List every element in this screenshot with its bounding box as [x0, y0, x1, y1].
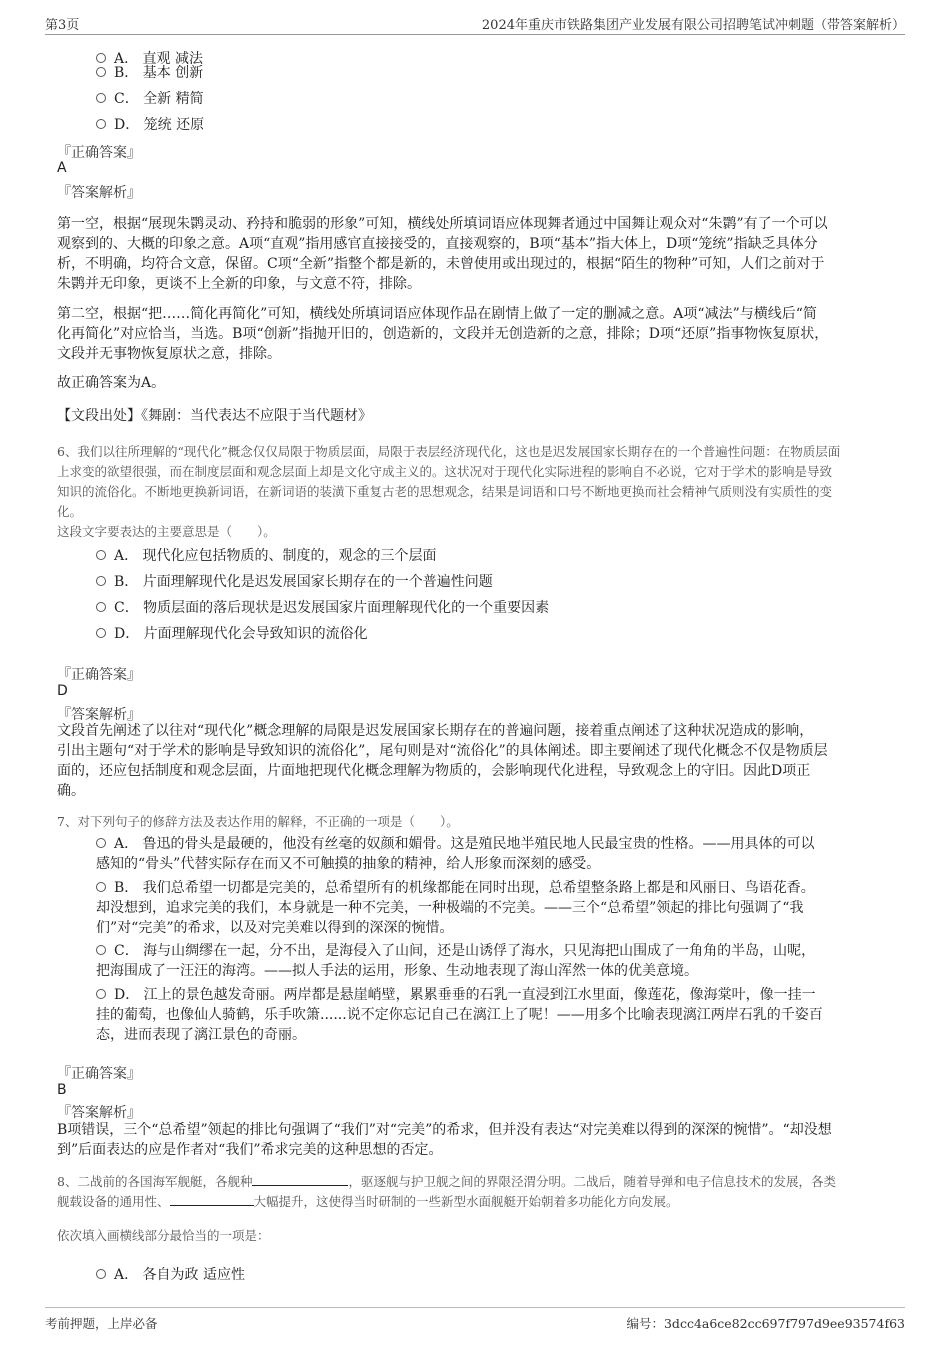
q5-option-b[interactable]: B． 基本 创新 [96, 62, 203, 82]
radio-icon[interactable] [96, 628, 106, 638]
q8-option-a[interactable]: A． 各自为政 适应性 [96, 1264, 245, 1284]
q6-stem: 6、我们以往所理解的“现代化”概念仅仅局限于物质层面，局限于表层经济现代化，这也是迟发展国家长期存在的一个普遍性问题：在物质层面 上求变的欲望很强，而在制度层面和观念层面上却是文化守成主义的。这状况对于现代化实际进程的影响自不必说，它对于学术的影响是导致 知识的流俗化。不断地更换新词语，在新词语的装潢下重复古老的思想观念，结果是词语和口号不断地更换而社会精神气质则没有实质性的变 化。 [57, 444, 841, 519]
q5-option-c[interactable]: C． 全新 精简 [96, 88, 204, 108]
q5-option-d[interactable]: D． 笼统 还原 [96, 114, 204, 134]
radio-icon[interactable] [96, 1269, 106, 1279]
q7-stem: 7、对下列句子的修辞方法及表达作用的解释，不正确的一项是（ ）。 [57, 814, 459, 829]
header-divider [45, 34, 905, 35]
q6-analysis: 文段首先阐述了以往对“现代化”概念理解的局限是迟发展国家长期存在的普遍问题，接着重点阐述了这种状况造成的影响， 引出主题句“对于学术的影响是导致知识的流俗化”，尾句则是对“流俗化”的具体阐述。即主要阐述了现代化概念不仅是物质层 面的，还应包括制度和观念层面，片面地把现代化概念理解为物质的，会影响现代化进程，导致观念上的守旧。因此D项正 确。 [57, 723, 828, 799]
q8-stem: 8、二战前的各国海军舰艇，各舰种 ，驱逐舰与护卫舰之间的界限泾渭分明。二战后，随着导弹和电子信息技术的发展，各类 舰载设备的通用性、 大幅提升，这使得当时研制的一些新型水面舰艇开始朝着多功能化方向发展。 [57, 1174, 836, 1209]
q7-answer: B [57, 1082, 67, 1098]
q5-analysis-p2: 第二空，根据“把……简化再简化”可知，横线处所填词语应体现作品在剧情上做了一定的删减之意。A项“减法”与横线后“简 化再简化”对应恰当，当选。B项“创新”指抛开旧的，创造新的，文段并无创造新的之意，排除；D项“还原”指事物恢复原状， 文段并无事物恢复原状之意，排除。 [57, 306, 829, 362]
radio-icon[interactable] [96, 93, 106, 103]
q5-answer-label: 『正确答案』 [57, 145, 141, 161]
q7-answer-label: 『正确答案』 [57, 1066, 141, 1082]
q8-question: 依次填入画横线部分最恰当的一项是： [57, 1228, 270, 1243]
radio-icon[interactable] [96, 576, 106, 586]
q6-option-b[interactable]: B． 片面理解现代化是迟发展国家长期存在的一个普遍性问题 [96, 571, 493, 591]
q5-conclusion: 故正确答案为A。 [57, 375, 166, 391]
q7-option-a[interactable]: A． 鲁迅的骨头是最硬的，他没有丝毫的奴颜和媚骨。这是殖民地半殖民地人民最宝贵的性格。——用具体的可以 感知的“骨头”代替实际存在而又不可触摸的抽象的精神，给人形象而深刻的感受。 [96, 836, 815, 872]
fill-blank-1[interactable] [252, 1173, 348, 1186]
q6-option-c[interactable]: C． 物质层面的落后现状是迟发展国家片面理解现代化的一个重要因素 [96, 597, 549, 617]
radio-icon[interactable] [96, 838, 106, 848]
q6-option-a[interactable]: A． 现代化应包括物质的、制度的，观念的三个层面 [96, 545, 437, 565]
q5-source: 【文段出处】《舞剧：当代表达不应限于当代题材》 [57, 408, 372, 424]
q7-option-b[interactable]: B． 我们总希望一切都是完美的，总希望所有的机缘都能在同时出现，总希望整条路上都是和风丽日、鸟语花香。 却没想到，追求完美的我们，本身就是一种不完美，一种极端的不完美。——三个“总希望”领起的排比句强调了“我 们”对“完美”的希求，以及对完美难以得到的深深的惋惜。 [96, 880, 815, 936]
q7-analysis-label: 『答案解析』 [57, 1105, 141, 1121]
radio-icon[interactable] [96, 882, 106, 892]
q6-option-d[interactable]: D． 片面理解现代化会导致知识的流俗化 [96, 623, 368, 643]
radio-icon[interactable] [96, 550, 106, 560]
radio-icon[interactable] [96, 67, 106, 77]
radio-icon[interactable] [96, 602, 106, 612]
q6-answer: D [57, 683, 68, 699]
q5-analysis-p1: 第一空，根据“展现朱鹮灵动、矜持和脆弱的形象”可知，横线处所填词语应体现舞者通过中国舞让观众对“朱鹮”有了一个可以 观察到的、大概的印象之意。A项“直观”指用感官直接接受的，直接观察的，B项“基本”指大体上，D项“笼统”指缺乏具体分 析，不明确，均符合文意，保留。C项“全新”指整个都是新的，未曾使用或出现过的，根据“陌生的物种”可知，人们之前对于 朱鹮并无印象，更谈不上全新的印象，与文意不符，排除。 [57, 216, 828, 292]
q6-question: 这段文字要表达的主要意思是（ ）。 [57, 524, 276, 539]
q5-option-a[interactable]: A． 直观 减法 [96, 48, 203, 68]
footer-slogan: 考前押题，上岸必备 [45, 1316, 158, 1331]
footer-divider [45, 1307, 905, 1308]
radio-icon[interactable] [96, 945, 106, 955]
q5-answer: A [57, 160, 67, 176]
document-id: 编号：3dcc4a6ce82cc697f797d9ee93574f63 [626, 1316, 905, 1331]
q6-analysis-label: 『答案解析』 [57, 707, 141, 723]
fill-blank-2[interactable] [170, 1193, 254, 1206]
q7-option-d[interactable]: D． 江上的景色越发奇丽。两岸都是悬崖峭壁，累累垂垂的石乳一直浸到江水里面，像莲花，像海棠叶，像一挂一 挂的葡萄，也像仙人骑鹤，乐手吹箫......说不定你忘记自己在漓江上了呢！——用多个比喻表现漓江两岸石乳的千姿百 态，进而表现了漓江景色的奇丽。 [96, 987, 823, 1043]
radio-icon[interactable] [96, 119, 106, 129]
radio-icon[interactable] [96, 989, 106, 999]
q7-option-c[interactable]: C． 海与山绸缪在一起，分不出，是海侵入了山间，还是山诱俘了海水，只见海把山围成了一角角的半岛，山呢， 把海围成了一汪汪的海湾。——拟人手法的运用，形象、生动地表现了海山浑然一体的优美意境。 [96, 943, 816, 979]
q5-analysis-label: 『答案解析』 [57, 185, 141, 201]
q6-answer-label: 『正确答案』 [57, 667, 141, 683]
page-number: 第3页 [45, 18, 80, 33]
document-title: 2024年重庆市铁路集团产业发展有限公司招聘笔试冲刺题（带答案解析） [481, 18, 905, 33]
q7-analysis: B项错误，三个“总希望”领起的排比句强调了“我们”对“完美”的希求，但并没有表达“对完美难以得到的深深的惋惜”。“却没想 到”后面表达的应是作者对“我们”希求完美的这种思想的否定。 [57, 1122, 832, 1158]
